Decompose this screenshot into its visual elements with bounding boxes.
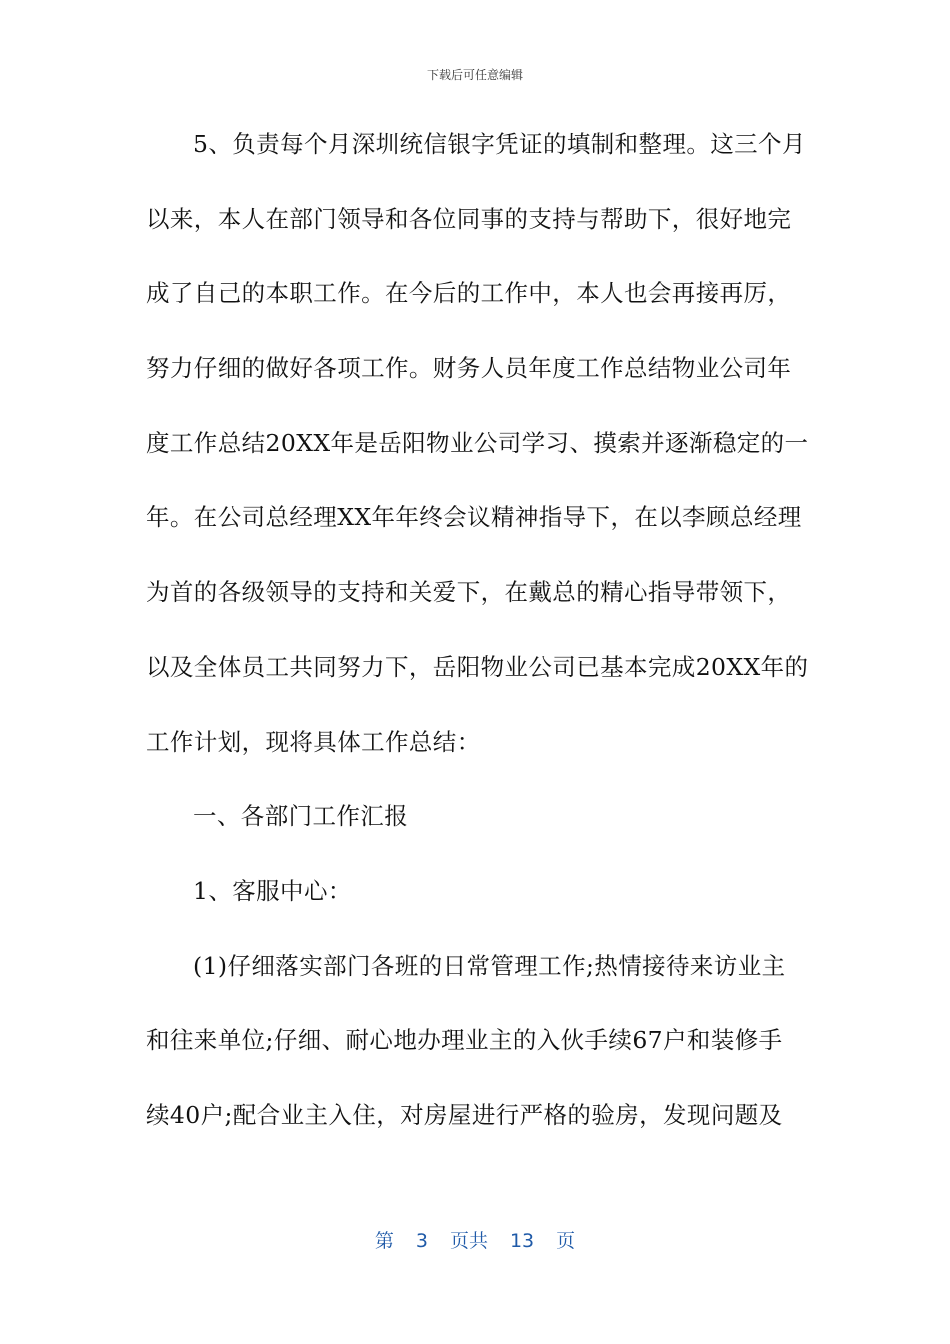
section-heading: 一、各部门工作汇报 — [193, 802, 409, 831]
body-line: 以来，本人在部门领导和各位同事的支持与帮助下，很好地完 — [146, 204, 792, 233]
body-line: 续40户;配合业主入住，对房屋进行严格的验房，发现问题及 — [146, 1100, 783, 1129]
page-label-middle: 页共 — [449, 1230, 488, 1252]
page-current: 3 — [415, 1230, 428, 1252]
body-line: 年。在公司总经理XX年年终会议精神指导下，在以李顾总经理 — [146, 503, 802, 532]
body-line: 努力仔细的做好各项工作。财务人员年度工作总结物业公司年 — [146, 354, 792, 383]
header-note: 下载后可任意编辑 — [426, 68, 523, 82]
body-line: 和往来单位;仔细、耐心地办理业主的入伙手续67户和装修手 — [146, 1026, 783, 1055]
page-total: 13 — [509, 1230, 535, 1252]
body-line: 为首的各级领导的支持和关爱下，在戴总的精心指导带领下， — [146, 578, 792, 607]
page-label-suffix: 页 — [556, 1230, 576, 1252]
body-line: 5、负责每个月深圳统信银字凭证的填制和整理。这三个月 — [193, 130, 806, 158]
page-label-prefix: 第 — [374, 1230, 394, 1252]
body-line: 工作计划，现将具体工作总结： — [146, 727, 481, 756]
body-line: (1)仔细落实部门各班的日常管理工作;热情接待来访业主 — [193, 951, 786, 980]
body-line: 成了自己的本职工作。在今后的工作中，本人也会再接再厉， — [146, 279, 792, 308]
body-line: 以及全体员工共同努力下，岳阳物业公司已基本完成20XX年的 — [146, 652, 809, 681]
body-line: 度工作总结20XX年是岳阳物业公司学习、摸索并逐渐稳定的一 — [146, 428, 809, 457]
page-number-footer — [0, 1226, 950, 1253]
document-body — [146, 122, 809, 1168]
subsection-heading: 1、客服中心： — [193, 876, 352, 905]
